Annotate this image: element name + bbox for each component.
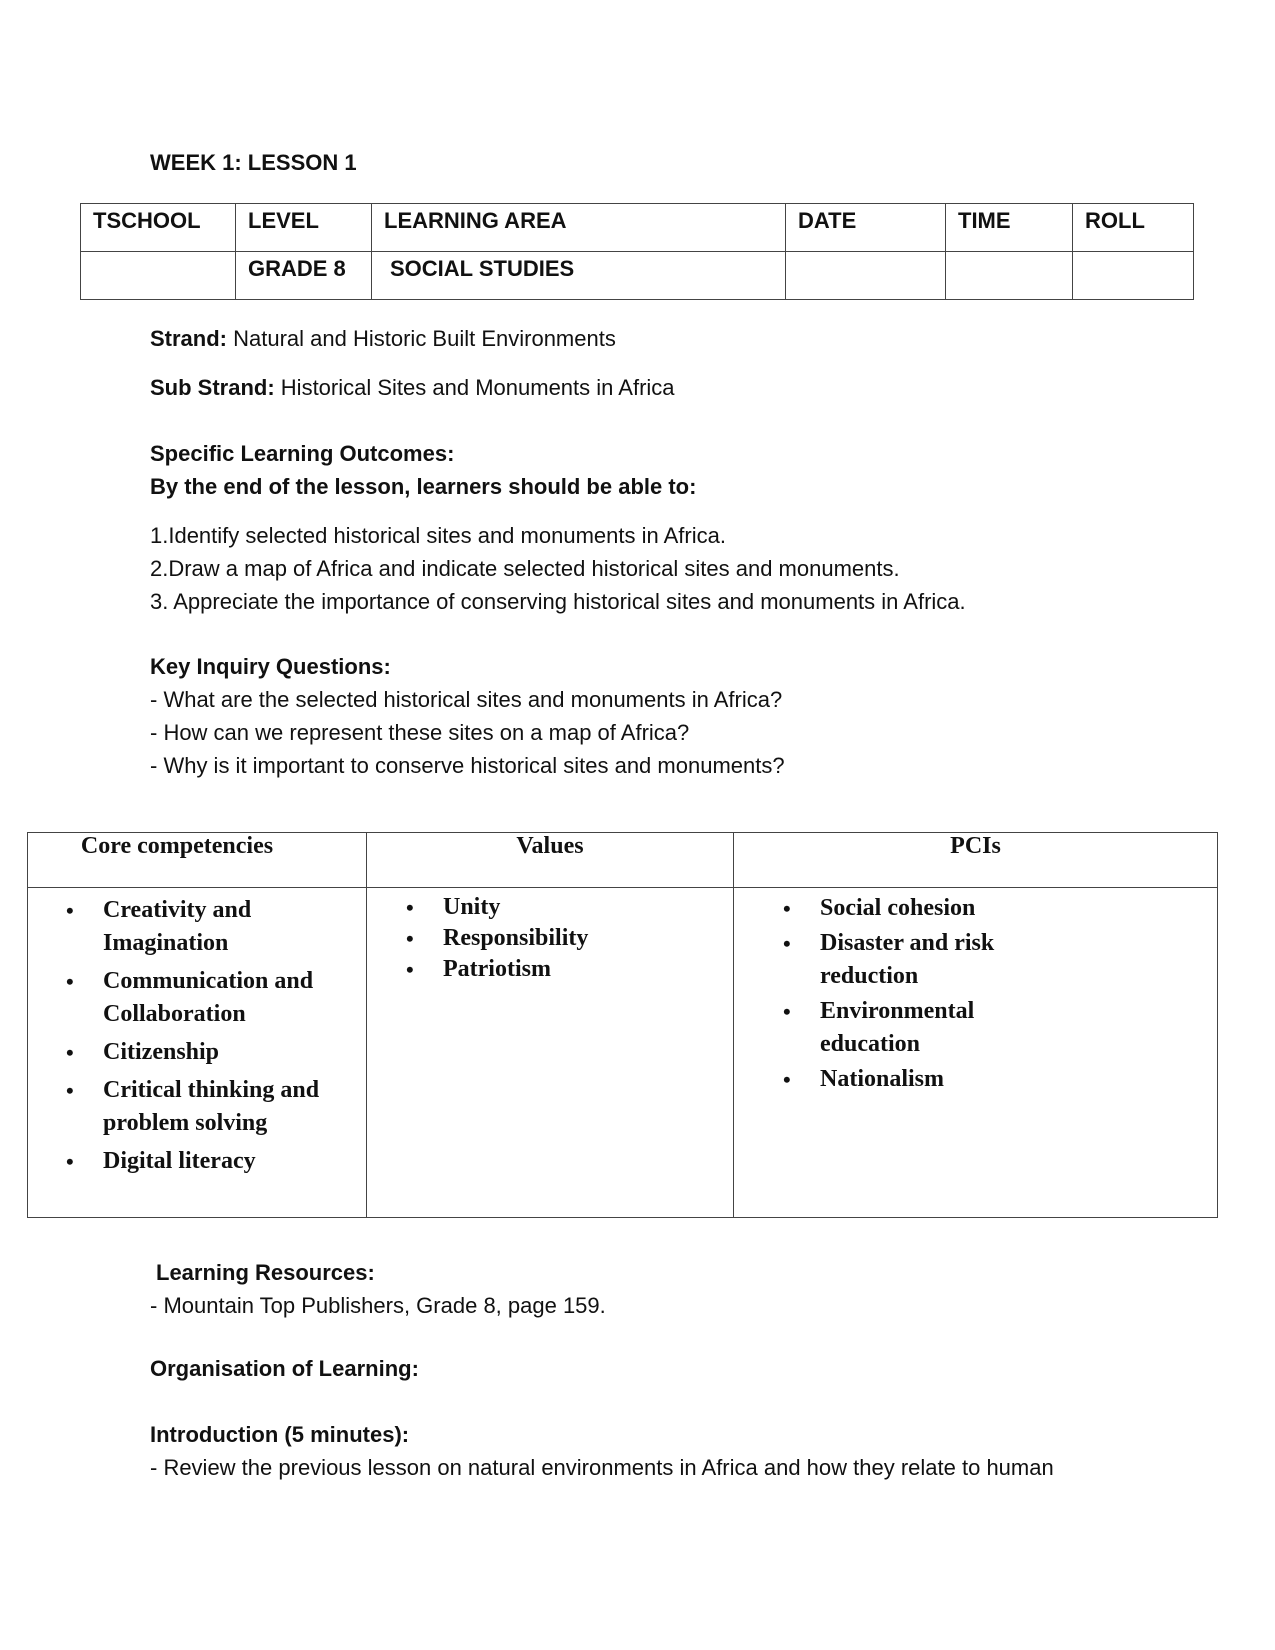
col-header-level: LEVEL (236, 204, 372, 252)
list-item: • Communication and Collaboration (103, 965, 343, 1031)
lesson-header-table (80, 203, 1194, 300)
resources-section (150, 1256, 606, 1322)
core-competencies-cell (28, 888, 367, 1218)
cell-date (786, 252, 946, 300)
col-header-learning-area: LEARNING AREA (372, 204, 786, 252)
list-item: • Unity (443, 892, 733, 923)
organisation-heading: Organisation of Learning: (150, 1356, 419, 1381)
list-item: • Social cohesion (820, 892, 1030, 925)
col-header-time: TIME (946, 204, 1073, 252)
list-item: • Patriotism (443, 954, 733, 985)
cell-learning-area: SOCIAL STUDIES (372, 252, 786, 300)
sub-strand-line (150, 371, 675, 404)
inquiry-item: - What are the selected historical sites and monuments in Africa? (150, 687, 783, 712)
strand-label: Strand: (150, 326, 227, 351)
inquiry-item: - Why is it important to conserve historical sites and monuments? (150, 753, 785, 778)
list-item: • Critical thinking and problem solving (103, 1074, 343, 1140)
cell-level: GRADE 8 (236, 252, 372, 300)
outcome-item: 2.Draw a map of Africa and indicate selected historical sites and monuments. (150, 556, 900, 581)
header-core-competencies (28, 833, 367, 888)
cell-school (81, 252, 236, 300)
col-header-roll: ROLL (1073, 204, 1194, 252)
list-item: • Responsibility (443, 923, 733, 954)
col-header-date: DATE (786, 204, 946, 252)
values-list (443, 892, 733, 985)
strand-value: Natural and Historic Built Environments (233, 326, 616, 351)
inquiry-item: - How can we represent these sites on a map of Africa? (150, 720, 690, 745)
pcis-cell (734, 888, 1218, 1218)
competencies-table (27, 832, 1218, 1218)
header-values: Values (367, 833, 734, 888)
list-item: • Nationalism (820, 1063, 1030, 1096)
lesson-title: WEEK 1: LESSON 1 (150, 150, 357, 175)
core-competencies-list (103, 894, 343, 1178)
competencies-header-row (28, 833, 1218, 888)
resources-heading: Learning Resources: (156, 1260, 375, 1285)
strand-line (150, 322, 616, 355)
header-core-competencies-text: Core competencies (80, 833, 274, 859)
introduction-heading: Introduction (5 minutes): (150, 1422, 410, 1447)
value-row (81, 252, 1194, 300)
list-item: • Digital literacy (103, 1145, 343, 1178)
header-row (81, 204, 1194, 252)
sub-strand-label: Sub Strand: (150, 375, 275, 400)
outcomes-intro: By the end of the lesson, learners should be able to: (150, 474, 697, 499)
resource-item: - Mountain Top Publishers, Grade 8, page 159. (150, 1293, 606, 1318)
header-pcis: PCIs (734, 833, 1218, 888)
list-item: • Creativity and Imagination (103, 894, 343, 960)
outcomes-section (150, 437, 966, 618)
sub-strand-value: Historical Sites and Monuments in Africa (280, 375, 675, 400)
list-item: • Disaster and risk reduction (820, 927, 1030, 993)
col-header-school: TSCHOOL (81, 204, 236, 252)
outcomes-heading: Specific Learning Outcomes: (150, 441, 455, 466)
list-item: • Citizenship (103, 1036, 343, 1069)
pcis-list (820, 892, 1030, 1096)
outcome-item: 1.Identify selected historical sites and monuments in Africa. (150, 523, 726, 548)
list-item: • Environmental education (820, 995, 1030, 1061)
inquiry-heading: Key Inquiry Questions: (150, 654, 391, 679)
competencies-body-row (28, 888, 1218, 1218)
cell-time (946, 252, 1073, 300)
inquiry-section (150, 650, 785, 782)
cell-roll (1073, 252, 1194, 300)
values-cell (367, 888, 734, 1218)
introduction-item: - Review the previous lesson on natural environments in Africa and how they relate to human (150, 1455, 1054, 1480)
outcome-item: 3. Appreciate the importance of conserving historical sites and monuments in Africa. (150, 589, 966, 614)
introduction-section (150, 1418, 1054, 1484)
